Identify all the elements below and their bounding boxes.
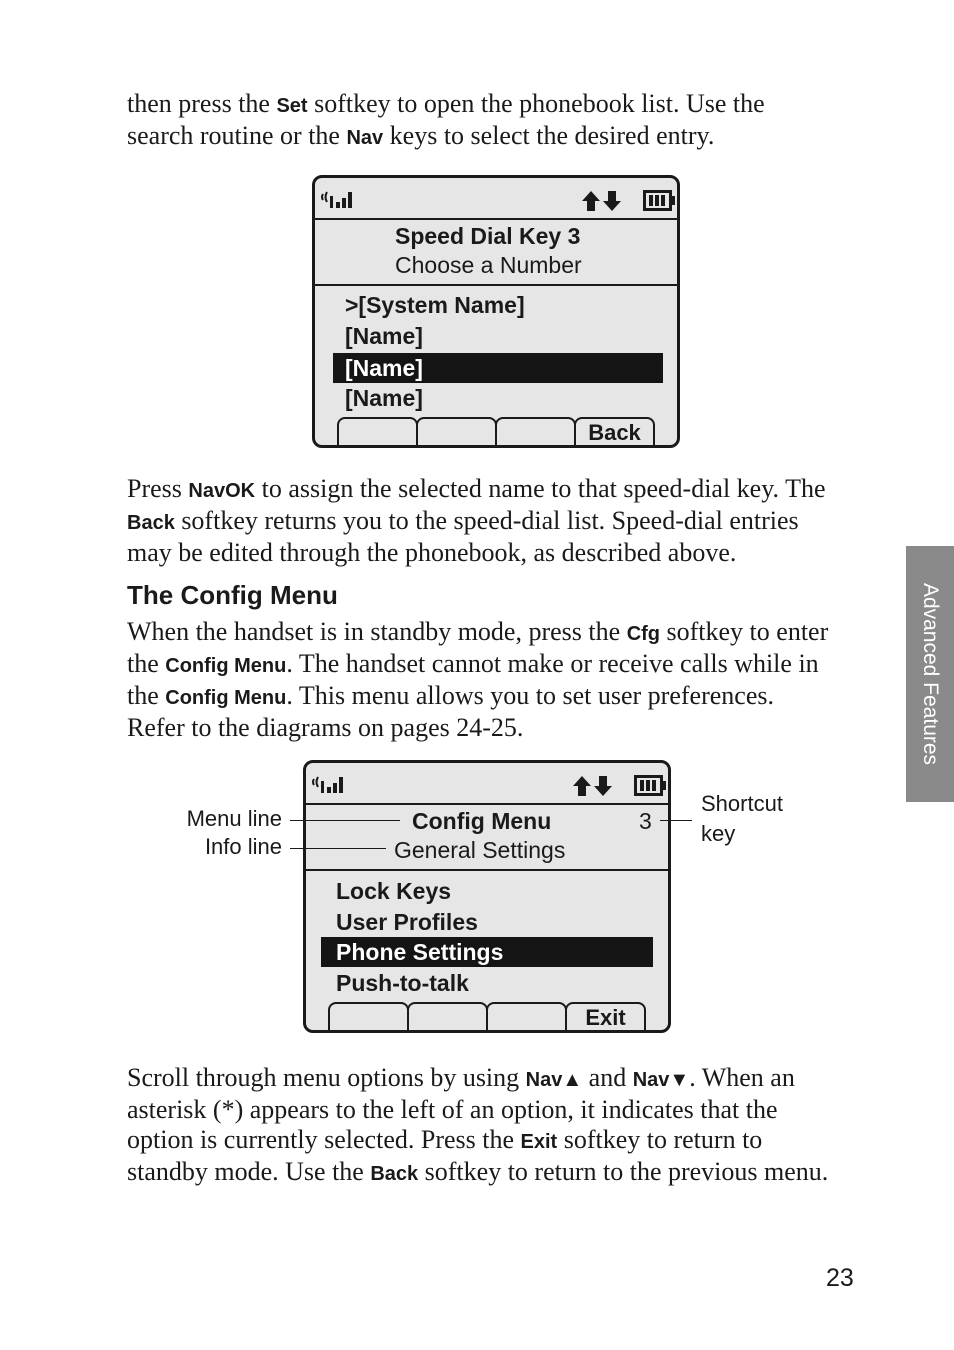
text: search routine or the — [127, 121, 347, 150]
menu-line: Config Menu — [412, 808, 552, 834]
scroll-paragraph — [127, 1063, 867, 1189]
text: softkey returns you to the speed-dial list. Speed-dial entries — [174, 506, 799, 535]
text: Press — [127, 474, 189, 503]
exit-key-term: Exit — [520, 1131, 558, 1153]
list-item[interactable]: [Name] — [345, 385, 423, 411]
info-line: General Settings — [394, 837, 566, 863]
status-bar — [315, 178, 677, 220]
text: option is currently selected. Press the — [127, 1125, 521, 1154]
text: . When an — [689, 1063, 795, 1092]
nav-down-key-term: Nav▼ — [632, 1069, 690, 1091]
exit-softkey[interactable]: Exit — [565, 1002, 646, 1030]
shortcut-callout-key: key — [701, 821, 736, 846]
cfg-key-term: Cfg — [626, 623, 661, 645]
text: asterisk (*) appears to the left of an option, it indicates that the — [127, 1095, 778, 1124]
text: keys to select the desired entry. — [383, 121, 715, 150]
text: softkey to enter — [660, 617, 829, 646]
menu-line-callout: Menu line — [186, 806, 282, 831]
text: Refer to the diagrams on pages 24-25. — [127, 713, 524, 742]
text: standby mode. Use the — [127, 1157, 371, 1186]
softkey-1[interactable] — [337, 417, 418, 445]
softkey-3[interactable] — [486, 1002, 567, 1030]
info-line-callout: Info line — [204, 834, 282, 859]
section-side-tab — [906, 546, 954, 802]
menu-item-push-to-talk[interactable]: Push-to-talk — [336, 970, 469, 996]
back-key-term: Back — [127, 512, 175, 534]
config-menu-screen — [303, 760, 671, 1033]
up-down-arrows-icon — [572, 775, 616, 797]
menu-line: Speed Dial Key 3 — [395, 223, 581, 249]
shortcut-key: 3 — [639, 808, 652, 834]
softkey-2[interactable] — [416, 417, 497, 445]
list-item[interactable]: >[System Name] — [345, 292, 525, 318]
set-key-term: Set — [276, 95, 308, 117]
text: to assign the selected name to that speed-dial key. The — [255, 474, 826, 503]
text: . The handset cannot make or receive calls while in — [286, 649, 819, 678]
nav-up-key-term: Nav▲ — [525, 1069, 583, 1091]
softkey-bar — [337, 415, 657, 445]
screen-header — [306, 803, 668, 871]
text: When the handset is in standby mode, press the — [127, 617, 627, 646]
text: softkey to return to the previous menu. — [418, 1157, 829, 1186]
list-item[interactable]: [Name] — [345, 323, 423, 349]
shortcut-leader — [660, 820, 692, 821]
navok-key-term: NavOK — [188, 480, 256, 502]
speed-dial-screen — [312, 175, 680, 448]
signal-icon — [320, 188, 360, 210]
up-down-arrows-icon — [581, 190, 625, 212]
config-menu-term: Config Menu — [165, 687, 287, 709]
text: the — [127, 681, 166, 710]
config-paragraph — [127, 617, 867, 743]
text: and — [582, 1063, 633, 1092]
battery-icon — [643, 190, 677, 212]
softkey-2[interactable] — [407, 1002, 488, 1030]
menu-item-user-profiles[interactable]: User Profiles — [336, 909, 478, 935]
config-menu-term: Config Menu — [165, 655, 287, 677]
text: Scroll through menu options by using — [127, 1063, 526, 1092]
nav-key-term: Nav — [346, 127, 384, 149]
softkey-3[interactable] — [495, 417, 576, 445]
info-line-leader — [290, 848, 386, 849]
softkey-1[interactable] — [328, 1002, 409, 1030]
battery-icon — [634, 775, 668, 797]
text: softkey to open the phonebook list. Use the — [307, 89, 765, 118]
section-heading: The Config Menu — [127, 580, 338, 610]
signal-icon — [311, 773, 351, 795]
list-item-selected[interactable]: [Name] — [333, 353, 663, 383]
back-key-term: Back — [370, 1163, 419, 1185]
menu-item-lock-keys[interactable]: Lock Keys — [336, 878, 452, 904]
text: softkey to return to — [557, 1125, 763, 1154]
back-softkey[interactable]: Back — [574, 417, 655, 445]
intro-paragraph — [127, 89, 867, 153]
screen-header — [315, 218, 677, 286]
text: . This menu allows you to set user preferences. — [286, 681, 774, 710]
text: then press the — [127, 89, 277, 118]
info-line: Choose a Number — [395, 252, 582, 278]
menu-line-leader — [290, 820, 400, 821]
shortcut-callout: Shortcut — [701, 791, 783, 816]
softkey-bar — [328, 1000, 648, 1030]
text: the — [127, 649, 166, 678]
assign-paragraph — [127, 474, 867, 568]
side-tab-label: Advanced Features — [919, 582, 942, 766]
page-number: 23 — [826, 1264, 854, 1292]
status-bar — [306, 763, 668, 805]
menu-item-phone-settings[interactable]: Phone Settings — [321, 937, 653, 967]
text: may be edited through the phonebook, as described above. — [127, 538, 737, 567]
